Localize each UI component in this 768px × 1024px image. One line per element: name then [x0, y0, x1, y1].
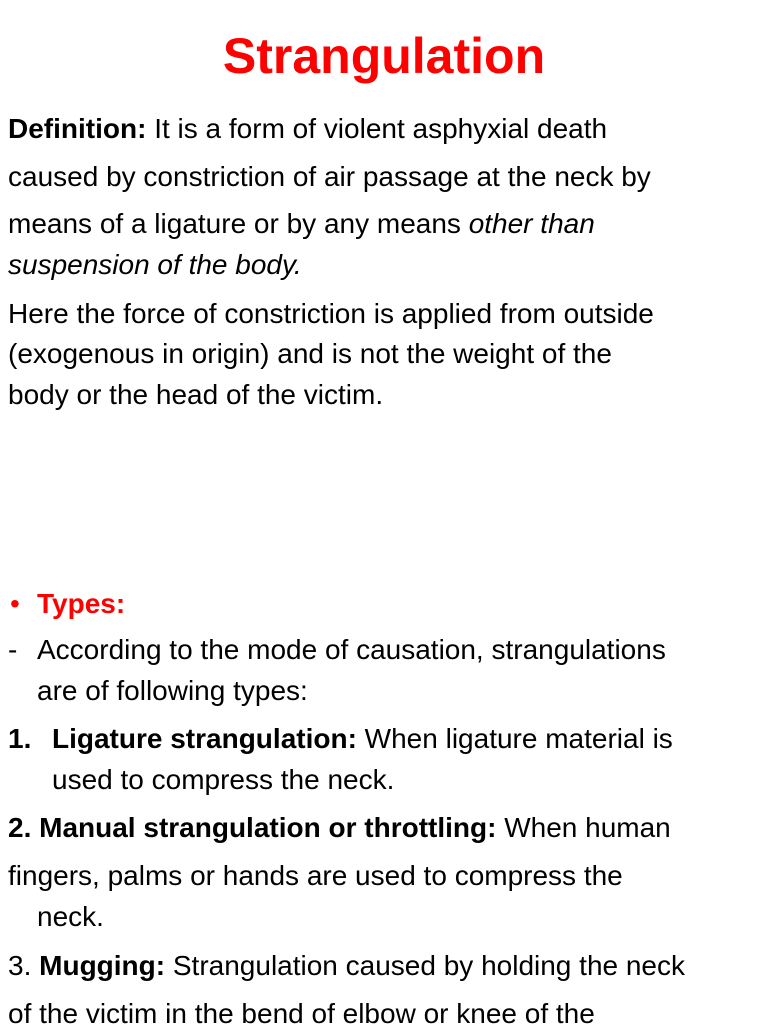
item-3-text-1: Strangulation caused by holding the neck	[165, 950, 686, 981]
item-3-number: 3.	[8, 950, 40, 981]
item-2-label: 2. Manual strangulation or throttling:	[8, 812, 497, 843]
item-2-text-1: When human	[496, 812, 671, 843]
item-3-line-1	[8, 948, 685, 984]
item-2-line-3: neck.	[37, 901, 104, 932]
item-1-text-1: When ligature material is	[356, 723, 673, 754]
item-2-line-1	[8, 810, 671, 846]
item-1-line-1	[52, 721, 673, 757]
slide-title: Strangulation	[222, 28, 546, 84]
bullet-icon: •	[10, 588, 20, 619]
definition-line-1	[8, 111, 607, 147]
definition-text-3: means of a ligature or by any means	[8, 208, 469, 239]
force-line-3: body or the head of the victim.	[8, 379, 384, 410]
item-1-line-2: used to compress the neck.	[52, 764, 395, 795]
definition-line-2: caused by constriction of air passage at the neck by	[8, 161, 651, 192]
item-2-line-2: fingers, palms or hands are used to compress the	[8, 860, 623, 891]
item-1-number: 1.	[8, 723, 32, 754]
types-intro-line-2: are of following types:	[37, 675, 308, 706]
force-line-1: Here the force of constriction is applied from outside	[8, 298, 654, 329]
dash-icon: -	[8, 634, 18, 665]
item-3-line-2: of the victim in the bend of elbow or knee of the	[8, 998, 595, 1024]
definition-line-3	[8, 206, 595, 242]
force-line-2: (exogenous in origin) and is not the weight of the	[8, 338, 612, 369]
definition-label: Definition:	[8, 113, 147, 144]
item-3-label: Mugging:	[39, 950, 166, 981]
definition-text-1: It is a form of violent asphyxial death	[146, 113, 608, 144]
definition-line-4: suspension of the body.	[8, 249, 302, 280]
definition-italic-3: other than	[468, 208, 595, 239]
item-1-label: Ligature strangulation:	[52, 723, 357, 754]
types-label: Types:	[37, 588, 126, 619]
types-intro-line-1: According to the mode of causation, strangulations	[37, 634, 666, 665]
